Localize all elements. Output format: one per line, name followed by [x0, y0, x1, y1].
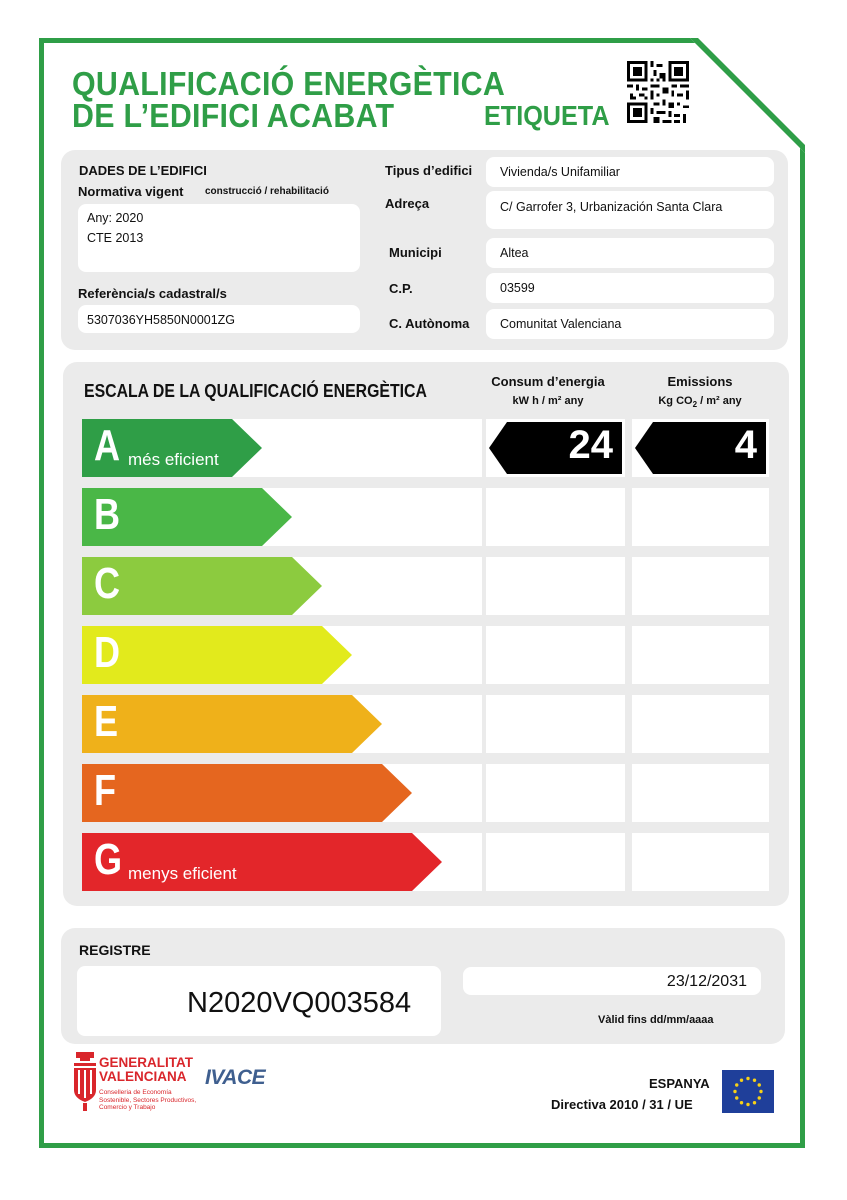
title-line-1: QUALIFICACIÓ ENERGÈTICA	[72, 65, 506, 102]
generalitat-logo-text: GENERALITAT VALENCIANA	[99, 1055, 193, 1084]
eu-flag-icon	[722, 1070, 774, 1113]
class-arrow-e	[82, 695, 384, 753]
date-box	[463, 967, 761, 995]
field-label-municipi: Municipi	[389, 245, 442, 260]
corner-triangle	[690, 38, 805, 153]
country-label: ESPANYA	[649, 1076, 710, 1091]
class-letter-f: F	[94, 766, 117, 815]
field-label-adreca: Adreça	[385, 196, 430, 211]
field-value-municipi: Altea	[500, 246, 529, 260]
field-box-comunitat	[486, 309, 774, 339]
consum-unit: kW h / m² any	[512, 395, 584, 407]
title-line-2: DE L’EDIFICI ACABAT	[72, 97, 395, 134]
normativa-label: Normativa vigent	[78, 184, 184, 199]
field-box-cp	[486, 273, 774, 303]
cadastral-value: 5307036YH5850N0001ZG	[87, 313, 236, 327]
class-sublabel-g: menys eficient	[128, 864, 237, 883]
emissions-cell-b	[632, 488, 769, 546]
conselleria-text: Conselleria de Economía Sostenible, Sectores Productivos, Comercio y Trabajo	[99, 1089, 197, 1111]
consum-cell-f	[486, 764, 625, 822]
consum-cell-c	[486, 557, 625, 615]
valid-date-label: Vàlid fins dd/mm/aaaa	[598, 1014, 714, 1026]
field-box-adreca	[486, 191, 774, 229]
emissions-cell-d	[632, 626, 769, 684]
consum-value: 24	[568, 423, 613, 467]
field-label-comunitat: C. Autònoma	[389, 316, 470, 331]
field-box-tipus	[486, 157, 774, 187]
class-letter-a: A	[94, 421, 121, 470]
class-sublabel-a: més eficient	[128, 450, 219, 469]
scale-title: ESCALA DE LA QUALIFICACIÓ ENERGÈTICA	[84, 381, 427, 401]
emissions-value: 4	[734, 423, 757, 467]
emissions-cell-g	[632, 833, 769, 891]
field-value-cp: 03599	[500, 281, 535, 295]
field-value-tipus: Vivienda/s Unifamiliar	[500, 165, 620, 179]
registre-number-box	[77, 966, 441, 1036]
class-letter-b: B	[94, 490, 121, 539]
directive-label: Directiva 2010 / 31 / UE	[551, 1097, 693, 1112]
building-data-title: DADES DE L’EDIFICI	[79, 163, 207, 178]
normativa-sub-label: construcció / rehabilitació	[205, 186, 329, 197]
cadastral-box	[78, 305, 360, 333]
consum-cell-g	[486, 833, 625, 891]
emissions-header: Emissions	[667, 374, 733, 389]
class-letter-g: G	[94, 835, 123, 884]
normativa-code: CTE 2013	[87, 231, 144, 245]
emissions-cell-c	[632, 557, 769, 615]
emissions-cell-f	[632, 764, 769, 822]
etiqueta-label: ETIQUETA	[484, 100, 610, 131]
class-letter-c: C	[94, 559, 121, 608]
consum-cell-d	[486, 626, 625, 684]
field-value-comunitat: Comunitat Valenciana	[500, 317, 622, 331]
registre-number: N2020VQ003584	[187, 987, 412, 1019]
field-value-adreca: C/ Garrofer 3, Urbanización Santa Clara	[500, 200, 723, 214]
normativa-year: Any: 2020	[87, 211, 144, 225]
class-arrow-d	[82, 626, 354, 684]
class-letter-e: E	[94, 697, 119, 746]
field-label-tipus: Tipus d’edifici	[385, 163, 473, 178]
field-label-cp: C.P.	[389, 281, 413, 296]
consum-cell-b	[486, 488, 625, 546]
normativa-box	[78, 204, 360, 272]
consum-header: Consum d’energia	[491, 374, 605, 389]
class-letter-d: D	[94, 628, 121, 677]
qr-code-icon	[627, 61, 689, 123]
ivace-logo: IVACE	[205, 1066, 266, 1089]
class-arrow-f	[82, 764, 414, 822]
emissions-unit: Kg $CO_2 / m^2$ any	[658, 395, 742, 410]
generalitat-shield-icon	[73, 1052, 97, 1112]
cadastral-label: Referència/s cadastral/s	[78, 286, 227, 301]
valid-date: 23/12/2031	[666, 973, 747, 990]
registre-label: REGISTRE	[79, 942, 151, 958]
field-box-municipi	[486, 238, 774, 268]
consum-cell-e	[486, 695, 625, 753]
emissions-cell-e	[632, 695, 769, 753]
